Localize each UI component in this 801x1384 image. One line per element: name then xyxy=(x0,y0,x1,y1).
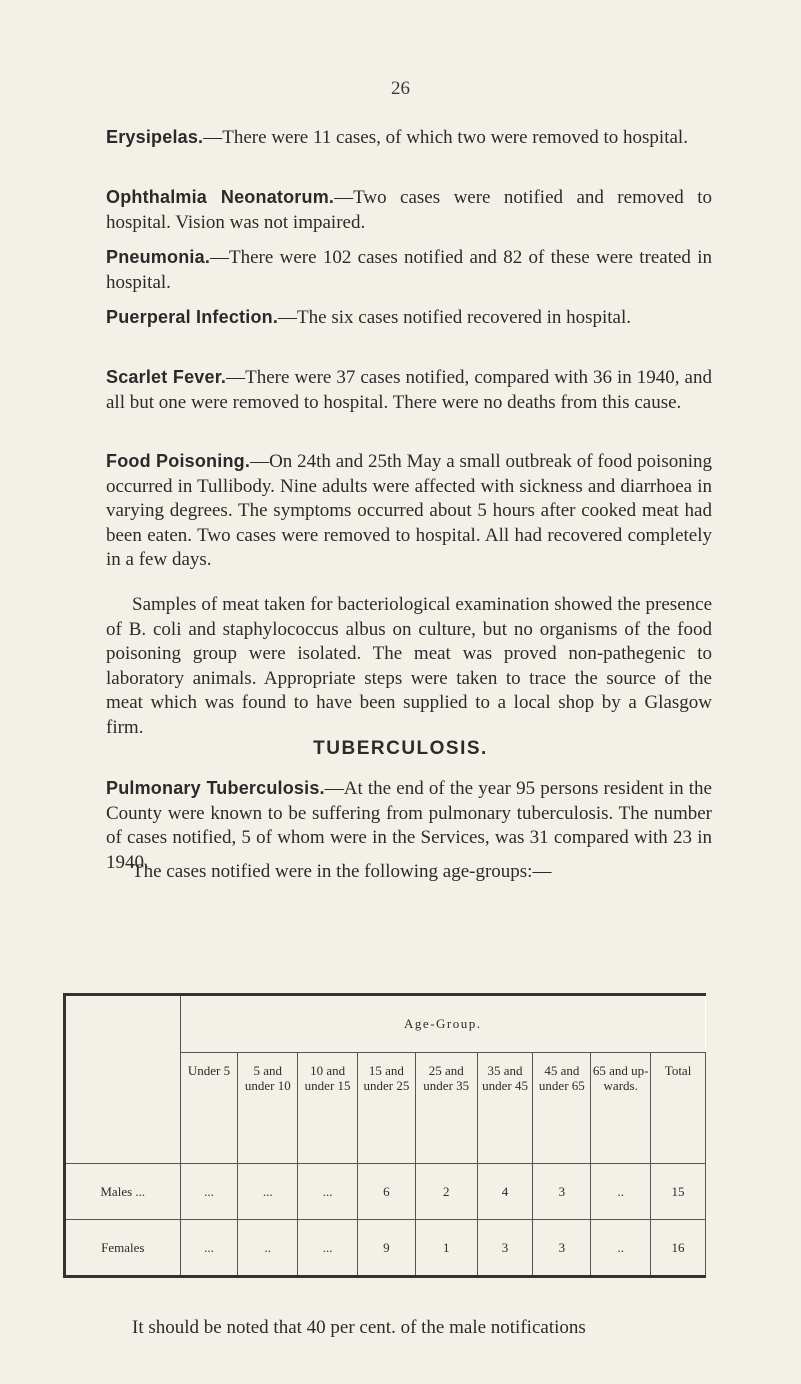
table-cell: .. xyxy=(591,1220,651,1277)
paragraph-food-poisoning xyxy=(106,449,712,573)
text-pneumonia: —There were 102 cases notified and 82 of these were treated in hospital. xyxy=(106,247,712,293)
table-cell: ... xyxy=(238,1164,298,1220)
text-puerperal: —The six cases notified recovered in hospital. xyxy=(278,307,632,328)
section-title-tuberculosis: TUBERCULOSIS. xyxy=(313,738,488,759)
heading-food-poisoning: Food Poisoning. xyxy=(106,451,251,471)
paragraph-erysipelas xyxy=(106,125,712,151)
column-header: 5 and under 10 xyxy=(238,1053,298,1164)
table-cell: 1 xyxy=(415,1220,477,1277)
table-cell: 2 xyxy=(415,1164,477,1220)
paragraph-ophthalmia xyxy=(106,185,712,235)
table-cell: .. xyxy=(238,1220,298,1277)
column-header-total: Total xyxy=(651,1053,706,1164)
table-cell: ... xyxy=(180,1220,238,1277)
paragraph-pneumonia xyxy=(106,245,712,295)
text-scarlet-fever: —There were 37 cases notified, compared with 36 in 1940, and all but one were removed to hospital. There were no deaths from this cause. xyxy=(106,367,712,413)
row-label-males: Males ... xyxy=(65,1164,181,1220)
table-row-females xyxy=(65,1220,706,1277)
paragraph-samples: Samples of meat taken for bacteriological examination showed the presence of B. coli and staphylococcus albus on culture, but no organisms of the food poisoning group were isolated. The meat was proved non-pathegenic to laboratory animals. Appropriate steps were taken to trace the source of the meat which was found to have been supplied to a local shop by a Glasgow firm. xyxy=(106,594,712,738)
table-cell: .. xyxy=(591,1164,651,1220)
table-cell: 3 xyxy=(533,1220,591,1277)
footer-text: It should be noted that 40 per cent. of the male notifications xyxy=(132,1317,586,1338)
table-cell: 3 xyxy=(533,1164,591,1220)
text-ophthalmia: —Two cases were notified and removed to hospital. Vision was not impaired. xyxy=(106,187,712,233)
row-label-females: Females xyxy=(65,1220,181,1277)
heading-pulmonary-tb: Pulmonary Tuberculosis. xyxy=(106,778,325,798)
column-header: 10 and under 15 xyxy=(298,1053,358,1164)
column-header: 45 and under 65 xyxy=(533,1053,591,1164)
table-cell: ... xyxy=(298,1220,358,1277)
table-cell: ... xyxy=(298,1164,358,1220)
table-row-males xyxy=(65,1164,706,1220)
text-food-poisoning: —On 24th and 25th May a small outbreak of food poisoning occurred in Tullibody. Nine adults were affected with sickness and diarrhoea in varying degrees. The symptoms occurred about 5 hours after cooked meat had been eaten. Two cases were removed to hospital. All had recovered completely in a few days. xyxy=(106,451,713,570)
table-cell-total: 15 xyxy=(651,1164,706,1220)
heading-ophthalmia: Ophthalmia Neonatorum. xyxy=(106,187,335,207)
column-header: 25 and under 35 xyxy=(415,1053,477,1164)
age-group-table xyxy=(63,993,706,1278)
column-header: 15 and under 25 xyxy=(358,1053,416,1164)
age-group-header: Age-Group. xyxy=(180,995,705,1053)
table-cell: 9 xyxy=(358,1220,416,1277)
table-intro: The cases notified were in the following age-groups:— xyxy=(132,861,552,882)
table-cell: 3 xyxy=(477,1220,533,1277)
table-cell: ... xyxy=(180,1164,238,1220)
heading-erysipelas: Erysipelas. xyxy=(106,127,204,147)
group-header-row xyxy=(65,995,706,1053)
column-header: Under 5 xyxy=(180,1053,238,1164)
text-pulmonary-tb: —At the end of the year 95 persons resident in the County were known to be suffering from pulmonary tuberculosis. The number of cases notified, 5 of whom were in the Services, was 31 compared with 23 in 1940. xyxy=(106,778,712,873)
corner-cell xyxy=(65,995,181,1164)
page-number: 26 xyxy=(391,78,410,99)
column-header: 35 and under 45 xyxy=(477,1053,533,1164)
heading-puerperal: Puerperal Infection. xyxy=(106,307,279,327)
heading-scarlet-fever: Scarlet Fever. xyxy=(106,367,227,387)
paragraph-scarlet-fever xyxy=(106,365,712,415)
heading-pneumonia: Pneumonia. xyxy=(106,247,211,267)
text-erysipelas: —There were 11 cases, of which two were removed to hospital. xyxy=(203,127,688,148)
table-cell: 6 xyxy=(358,1164,416,1220)
table-cell: 4 xyxy=(477,1164,533,1220)
table-cell-total: 16 xyxy=(651,1220,706,1277)
paragraph-puerperal xyxy=(106,305,712,331)
column-header: 65 and up-wards. xyxy=(591,1053,651,1164)
